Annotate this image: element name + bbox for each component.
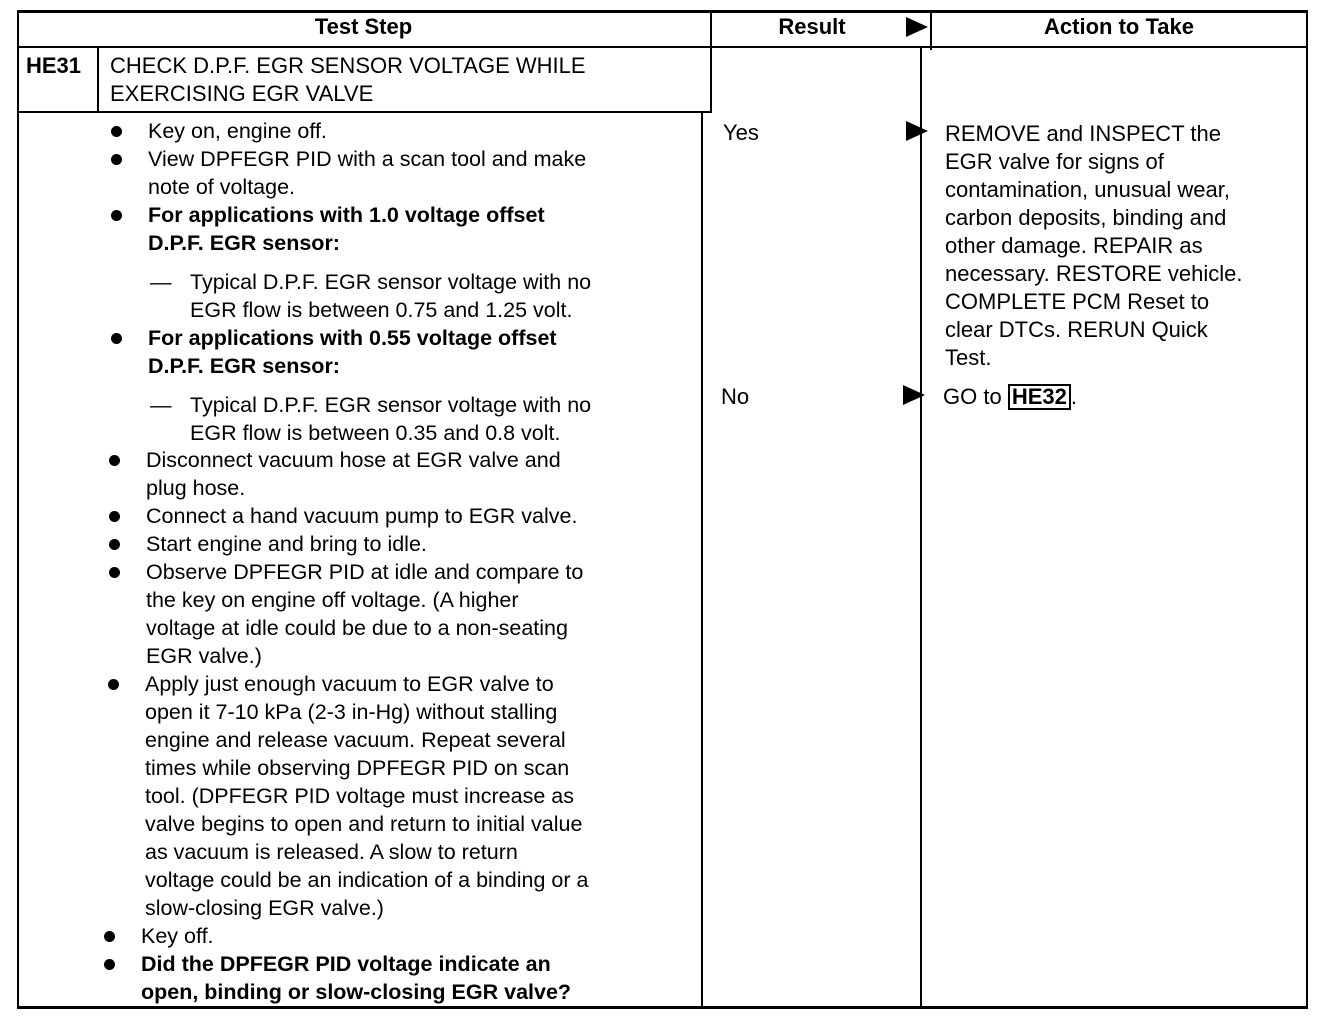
header-result: Result (778, 14, 846, 39)
table-right-border (1306, 10, 1308, 1009)
instruction-line: note of voltage. (148, 175, 296, 199)
instruction-line: Connect a hand vacuum pump to EGR valve. (146, 504, 578, 528)
action-yes-line: EGR valve for signs of (945, 149, 1164, 174)
instruction-line: Start engine and bring to idle. (146, 532, 427, 556)
step-reference-he32[interactable]: HE32 (1008, 384, 1071, 410)
action-yes-line: necessary. RESTORE vehicle. (945, 261, 1243, 286)
no-arrow-icon (903, 385, 925, 405)
instruction-line: Key off. (141, 924, 214, 948)
dash-icon: — (150, 270, 172, 294)
step-title (110, 52, 700, 108)
bullet-icon (111, 126, 122, 137)
result-action-divider-lower (920, 46, 922, 1009)
instruction-line: For applications with 0.55 voltage offset (148, 326, 557, 350)
bullet-icon (104, 931, 115, 942)
teststep-result-divider-lower (701, 111, 703, 1009)
instruction-line: EGR flow is between 0.35 and 0.8 volt. (190, 421, 561, 445)
instruction-line: Key on, engine off. (148, 119, 327, 143)
action-yes-line: Test. (945, 345, 992, 370)
step-title-line-1: CHECK D.P.F. EGR SENSOR VOLTAGE WHILE (110, 53, 586, 78)
header-action: Action to Take (1044, 14, 1194, 39)
instruction-line: tool. (DPFEGR PID voltage must increase as (145, 784, 574, 808)
instruction-line: EGR flow is between 0.75 and 1.25 volt. (190, 298, 573, 322)
step-title-line-2: EXERCISING EGR VALVE (110, 81, 374, 106)
instruction-line: View DPFEGR PID with a scan tool and make (148, 147, 587, 171)
action-no-suffix: . (1070, 384, 1077, 409)
dash-icon: — (150, 393, 172, 417)
bullet-icon (108, 679, 119, 690)
action-no-prefix: GO to (943, 384, 1002, 409)
instruction-line: D.P.F. EGR sensor: (148, 231, 340, 255)
action-yes-line: carbon deposits, binding and (945, 205, 1227, 230)
instruction-line: slow-closing EGR valve.) (145, 896, 384, 920)
step-id: HE31 (26, 53, 82, 78)
bullet-icon (109, 567, 120, 578)
bullet-icon (111, 154, 122, 165)
instruction-line: valve begins to open and return to initial value (145, 812, 583, 836)
bullet-icon (109, 511, 120, 522)
header-test-step: Test Step (314, 14, 413, 39)
bullet-icon (111, 333, 122, 344)
header-arrow-icon (906, 17, 928, 37)
instruction-line: Did the DPFEGR PID voltage indicate an (141, 952, 551, 976)
instruction-line: Typical D.P.F. EGR sensor voltage with no (190, 393, 592, 417)
action-yes-line: clear DTCs. RERUN Quick (945, 317, 1208, 342)
yes-arrow-icon (906, 121, 928, 141)
instruction-line: plug hose. (146, 476, 246, 500)
instruction-line: voltage could be an indication of a binding or a (145, 868, 589, 892)
bullet-icon (109, 539, 120, 550)
header-bottom-border (17, 46, 1308, 48)
instruction-line: Disconnect vacuum hose at EGR valve and (146, 448, 561, 472)
instruction-line: open it 7-10 kPa (2-3 in-Hg) without stalling (145, 700, 558, 724)
instruction-line: Observe DPFEGR PID at idle and compare to (146, 560, 584, 584)
table-left-border (17, 10, 19, 1009)
action-no (943, 383, 1077, 411)
result-yes: Yes (723, 120, 759, 145)
instruction-line: Apply just enough vacuum to EGR valve to (145, 672, 554, 696)
action-yes-line: contamination, unusual wear, (945, 177, 1230, 202)
result-no: No (721, 384, 750, 409)
instruction-line: voltage at idle could be due to a non-seating (146, 616, 568, 640)
instruction-line: open, binding or slow-closing EGR valve? (141, 980, 572, 1004)
bullet-icon (109, 455, 120, 466)
bullet-icon (104, 959, 115, 970)
instruction-line: D.P.F. EGR sensor: (148, 354, 340, 378)
step-id-divider (97, 46, 99, 112)
action-yes-line: COMPLETE PCM Reset to (945, 289, 1210, 314)
step-title-bottom-border (17, 111, 710, 113)
instruction-line: times while observing DPFEGR PID on scan (145, 756, 570, 780)
instruction-line: EGR valve.) (146, 644, 262, 668)
bullet-icon (111, 210, 122, 221)
instruction-line: For applications with 1.0 voltage offset (148, 203, 545, 227)
instruction-line: as vacuum is released. A slow to return (145, 840, 518, 864)
instruction-line: the key on engine off voltage. (A higher (146, 588, 519, 612)
action-yes-line: REMOVE and INSPECT the (945, 121, 1221, 146)
instruction-line: engine and release vacuum. Repeat several (145, 728, 566, 752)
action-yes-line: other damage. REPAIR as (945, 233, 1203, 258)
instruction-line: Typical D.P.F. EGR sensor voltage with no (190, 270, 592, 294)
